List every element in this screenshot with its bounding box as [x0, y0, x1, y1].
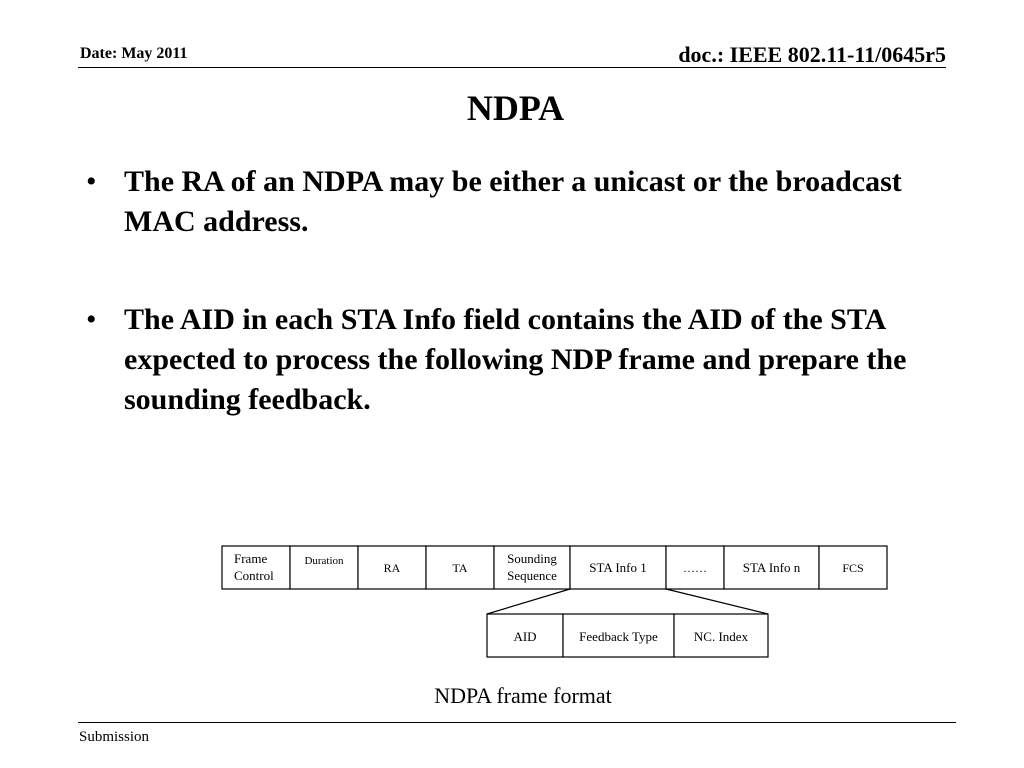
bullet-icon: •: [86, 165, 97, 198]
field-label: Feedback Type: [579, 629, 658, 644]
field-label: RA: [383, 561, 401, 575]
header-date: Date: May 2011: [80, 45, 188, 62]
field-label: FCS: [842, 561, 864, 575]
field-label: NC. Index: [693, 629, 749, 644]
field-label: STA Info 1: [589, 560, 647, 575]
field-label: Control: [234, 568, 274, 583]
field-box: [290, 546, 358, 589]
sta-info-field-nc-index: [674, 614, 768, 657]
frame-field-ra: [358, 546, 426, 589]
frame-field-ta: [426, 546, 494, 589]
slide-title: NDPA: [466, 88, 565, 128]
footer-label: Submission: [79, 729, 150, 745]
field-label: Sequence: [507, 568, 557, 583]
sta-info-field-aid: [487, 614, 563, 657]
field-label: STA Info n: [742, 560, 801, 575]
footer-divider: [78, 722, 956, 723]
expansion-line-right: [666, 589, 768, 614]
field-label: Sounding: [507, 551, 557, 566]
field-label: AID: [513, 629, 537, 644]
frame-field-ellipsis: [666, 546, 724, 589]
expansion-lines: [487, 589, 768, 614]
field-label: ……: [683, 561, 707, 575]
frame-field-sounding-sequence: [494, 546, 570, 589]
frame-field-fcs: [819, 546, 887, 589]
frame-field-sta-info-1: [570, 546, 666, 589]
sta-info-field-feedback-type: [563, 614, 674, 657]
frame-fields-row: [222, 546, 887, 589]
frame-field-duration: [290, 546, 358, 589]
bullet-text: The AID in each STA Info field contains the AID of the STA expected to process the following NDP frame and prepare the sounding feedback.: [124, 303, 907, 416]
diagram-caption: NDPA frame format: [434, 683, 612, 708]
bullet-icon: •: [86, 303, 97, 336]
expansion-line-left: [487, 589, 570, 614]
field-label: Frame: [234, 551, 268, 566]
document-id: doc.: IEEE 802.11-11/0645r5: [678, 42, 946, 67]
field-label: Duration: [304, 555, 344, 567]
bullet-text: The RA of an NDPA may be either a unicast or the broadcast MAC address.: [124, 165, 902, 238]
frame-field-sta-info-n: [724, 546, 819, 589]
frame-field-frame-control: [222, 546, 290, 589]
sta-info-fields-row: [487, 614, 768, 657]
field-label: TA: [452, 561, 468, 575]
